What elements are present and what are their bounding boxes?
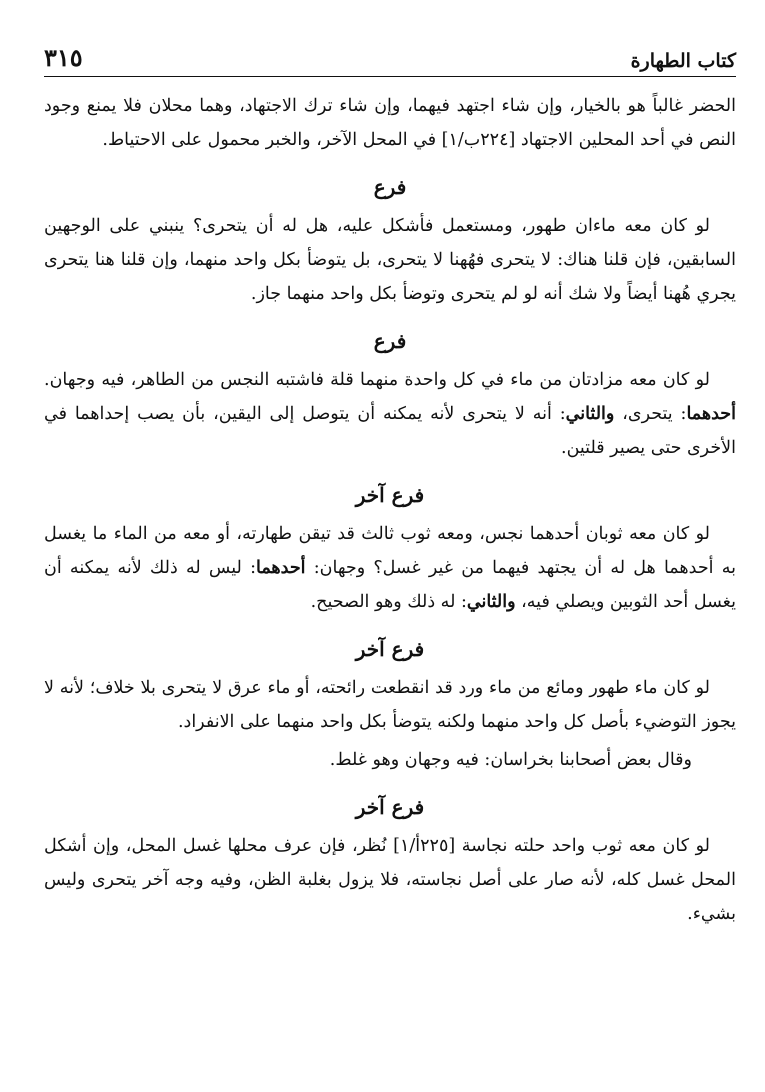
section-heading-far1: فرع <box>373 175 407 199</box>
page-content <box>44 89 736 931</box>
far2-text-b: : يتحرى، <box>622 404 687 424</box>
far3-term-first: أحدهما <box>255 558 306 578</box>
far3-paragraph <box>44 517 736 619</box>
section-heading-far2: فرع <box>373 329 407 353</box>
far1-paragraph: لو كان معه ماءان طهور، ومستعمل فأشكل عليه، هل له أن يتحرى؟ ينبني على الوجهين السابقين، فإن قلنا هناك: لا يتحرى فهُهنا لا يتحرى، بل يتوضأ بكل واحد منهما، وإن قلنا هنا يتحرى يجري هُهنا أيضاً ولا شك أنه لو لم يتحرى وتوضأ بكل واحد منهما جاز. <box>44 216 736 304</box>
section-heading-far4: فرع آخر <box>355 637 425 661</box>
book-page <box>44 38 736 931</box>
far3-text-c: : له ذلك وهو الصحيح. <box>310 592 467 612</box>
section-heading-far5: فرع آخر <box>355 795 425 819</box>
far3-text-a: لو كان معه ثوبان أحدهما نجس، ومعه ثوب ثالث قد تيقن طهارته، أو معه من الماء ما يغسل به أحدهما هل له أن يجتهد فيهما من غير غسل؟ وجهان: <box>44 524 736 578</box>
far2-term-first: أحدهما <box>686 404 736 424</box>
far2-text-c: : أنه لا يتحرى لأنه يمكنه أن يتوصل إلى اليقين، بأن يصب إحداهما في الأخرى حتى يصير قلتين. <box>44 404 736 458</box>
page-header <box>44 38 736 77</box>
section-heading-far3: فرع آخر <box>355 483 425 507</box>
far4-note: وقال بعض أصحابنا بخراسان: فيه وجهان وهو غلط. <box>329 750 692 770</box>
far2-paragraph <box>44 363 736 465</box>
book-title: كتاب الطهارة <box>630 50 736 72</box>
far3-text-b: : ليس له ذلك لأنه يمكنه أن يغسل أحد الثوبين ويصلي فيه، <box>44 558 736 612</box>
far2-text-a: لو كان معه مزادتان من ماء في كل واحدة منهما قلة فاشتبه النجس من الطاهر، فيه وجهان. <box>44 370 710 390</box>
far2-term-second: والثاني <box>565 404 615 424</box>
far4-paragraph: لو كان ماء طهور ومائع من ماء ورد قد انقطعت رائحته، أو ماء عرق لا يتحرى بلا خلاف؛ لأنه لا يجوز التوضيء بأصل كل واحد منهما ولكنه يتوضأ بكل واحد منهما على الانفراد. <box>44 678 736 732</box>
page-number: ٣١٥ <box>44 43 83 72</box>
intro-paragraph: الحضر غالباً هو بالخيار، وإن شاء اجتهد فيهما، وإن شاء ترك الاجتهاد، وهما محلان فلا يمنع وجود النص في أحد المحلين الاجتهاد [٢٢٤ب/١] في المحل الآخر، والخبر محمول على الاحتياط. <box>44 96 736 150</box>
far5-paragraph: لو كان معه ثوب واحد حلته نجاسة [٢٢٥أ/١] نُظر، فإن عرف محلها غسل المحل، وإن أشكل المحل غسل كله، لأنه صار على أصل نجاسته، فلا يزول بغلبة الظن، وفيه وجه آخر يتحرى وليس بشيء. <box>44 836 736 924</box>
far3-term-second: والثاني <box>466 592 516 612</box>
